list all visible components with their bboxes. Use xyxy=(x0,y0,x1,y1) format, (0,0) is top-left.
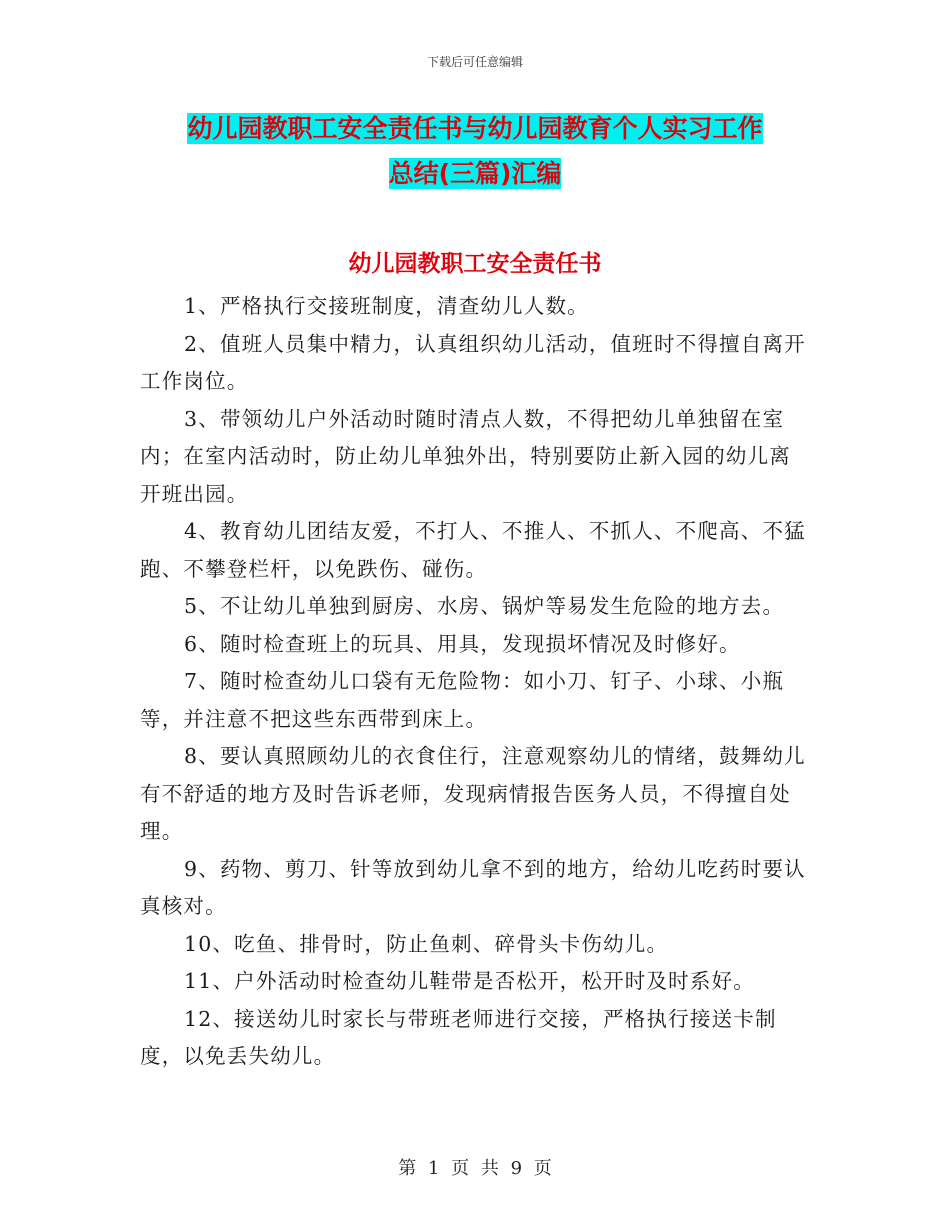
header-note: 下载后可任意编辑 xyxy=(426,55,523,69)
paragraph-item-11: 11、户外活动时检查幼儿鞋带是否松开，松开时及时系好。 xyxy=(184,969,755,993)
paragraph-item-9: 9、药物、剪刀、针等放到幼儿拿不到的地方，给幼儿吃药时要认真核对。 xyxy=(140,856,806,918)
paragraph-item-10: 10、吃鱼、排骨时，防止鱼刺、碎骨头卡伤幼儿。 xyxy=(184,931,669,956)
document-body xyxy=(140,288,812,1076)
paragraph-item-2: 2、值班人员集中精力，认真组织幼儿活动，值班时不得擅自离开工作岗位。 xyxy=(140,331,806,393)
paragraph-item-7: 7、随时检查幼儿口袋有无危险物：如小刀、钉子、小球、小瓶等，并注意不把这些东西带到床上。 xyxy=(140,669,785,731)
document-title-line-1 xyxy=(0,111,950,147)
page-footer: 第 1 页 共 9 页 xyxy=(398,1158,552,1179)
paragraph-item-12: 12、接送幼儿时家长与带班老师进行交接，严格执行接送卡制度，以免丢失幼儿。 xyxy=(140,1006,777,1068)
paragraph-item-4: 4、教育幼儿团结友爱，不打人、不推人、不抓人、不爬高、不猛跑、不攀登栏杆，以免跌伤、碰伤。 xyxy=(140,519,806,581)
document-title-line-2 xyxy=(0,156,950,192)
document-title-text-2: 总结(三篇)汇编 xyxy=(388,159,562,188)
paragraph-item-3: 3、带领幼儿户外活动时随时清点人数，不得把幼儿单独留在室内；在室内活动时，防止幼儿单独外出，特别要防止新入园的幼儿离开班出园。 xyxy=(140,406,791,506)
document-title-text-1: 幼儿园教职工安全责任书与幼儿园教育个人实习工作 xyxy=(187,114,763,143)
paragraph-item-6: 6、随时检查班上的玩具、用具，发现损坏情况及时修好。 xyxy=(184,631,741,656)
paragraph-item-5: 5、不让幼儿单独到厨房、水房、锅炉等易发生危险的地方去。 xyxy=(184,594,785,618)
section-title: 幼儿园教职工安全责任书 xyxy=(348,251,602,277)
paragraph-item-1: 1、严格执行交接班制度，清查幼儿人数。 xyxy=(184,294,589,318)
paragraph-item-8: 8、要认真照顾幼儿的衣食住行，注意观察幼儿的情绪，鼓舞幼儿有不舒适的地方及时告诉老师，发现病情报告医务人员，不得擅自处理。 xyxy=(140,744,806,843)
